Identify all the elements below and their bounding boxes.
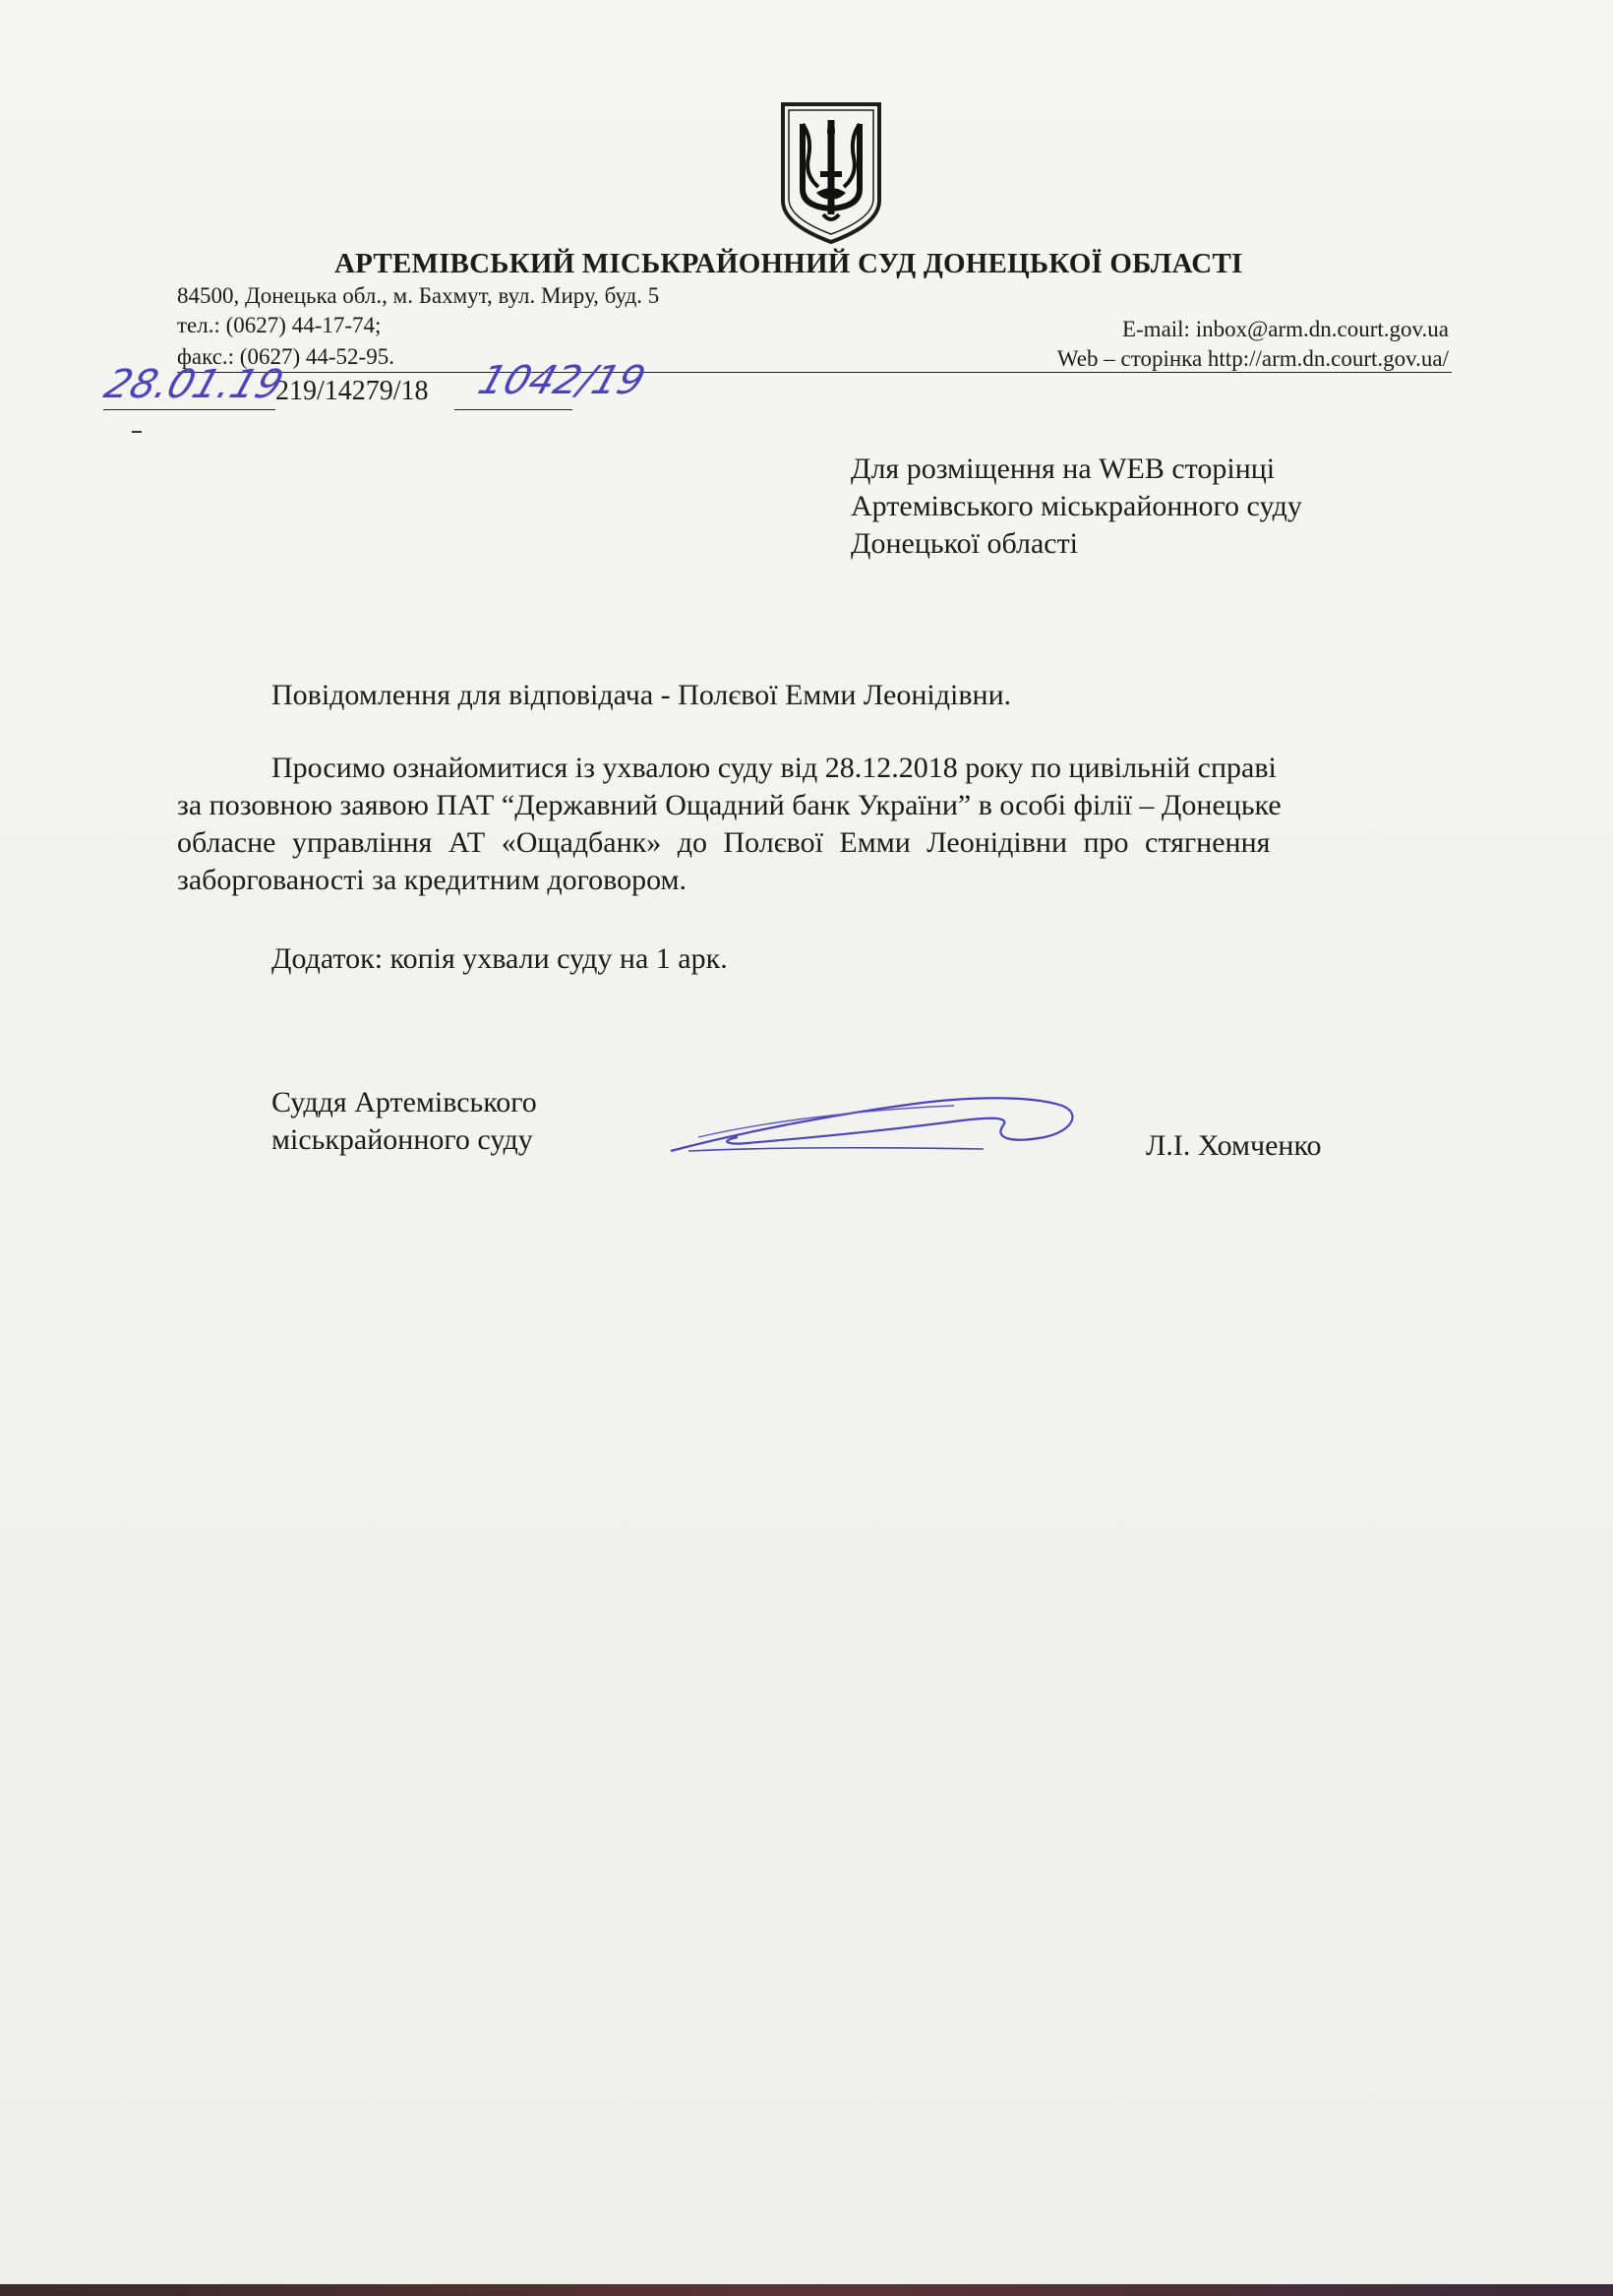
notice-heading: Повідомлення для відповідача - Полєвої Емми Леонідівни. (271, 679, 1012, 711)
court-website: Web – сторінка http://arm.dn.court.gov.ua/ (1056, 346, 1449, 371)
recipient-block (851, 451, 1302, 563)
outgoing-reference (98, 358, 708, 421)
paragraph-line: за позовною заявою ПАТ “Державний Ощадний банк України” в особі філії – Донецьке (177, 789, 1282, 821)
main-paragraph-cont (177, 787, 1418, 899)
attachment-note: Додаток: копія ухвали суду на 1 арк. (271, 942, 728, 975)
coat-of-arms-emblem (777, 98, 885, 246)
case-number: 219/14279/18 (275, 376, 429, 406)
recipient-line: Артемівського міськрайонного суду (851, 490, 1302, 522)
paragraph-line: Просимо ознайомитися із ухвалою суду від 28.12.2018 року по цивільній справі (271, 752, 1277, 784)
court-phone: тел.: (0627) 44-17-74; (177, 313, 382, 337)
signature-title-line: Суддя Артемівського (271, 1086, 537, 1118)
signature-title (271, 1084, 537, 1159)
scan-bottom-edge (0, 2284, 1613, 2296)
recipient-line: Для розміщення на WEB сторінці (851, 453, 1276, 485)
main-paragraph (271, 750, 1418, 787)
recipient-line: Донецької області (851, 527, 1079, 560)
court-name: АРТЕМІВСЬКИЙ МІСЬКРАЙОННИЙ СУД ДОНЕЦЬКОЇ ОБЛАСТІ (334, 248, 1243, 279)
court-email: E-mail: inbox@arm.dn.court.gov.ua (1121, 317, 1449, 341)
judge-name: Л.І. Хомченко (1146, 1129, 1322, 1162)
paragraph-line: обласне управління АТ «Ощадбанк» до Полєвої Емми Леонідівни про стягнення (177, 826, 1271, 859)
dash-mark (132, 431, 142, 433)
handwritten-date: 28.01.19 (98, 362, 289, 407)
date-underline (103, 409, 275, 410)
handwritten-signature (659, 1082, 1082, 1171)
signature-title-line: міськрайонного суду (271, 1123, 533, 1156)
court-fax: факс.: (0627) 44-52-95. (177, 344, 394, 369)
handwritten-reference: 1042/19 (472, 358, 651, 403)
paragraph-line: заборгованості за кредитним договором. (177, 864, 687, 896)
court-address: 84500, Донецька обл., м. Бахмут, вул. Миру, буд. 5 (177, 283, 660, 308)
ref-underline (454, 409, 572, 410)
